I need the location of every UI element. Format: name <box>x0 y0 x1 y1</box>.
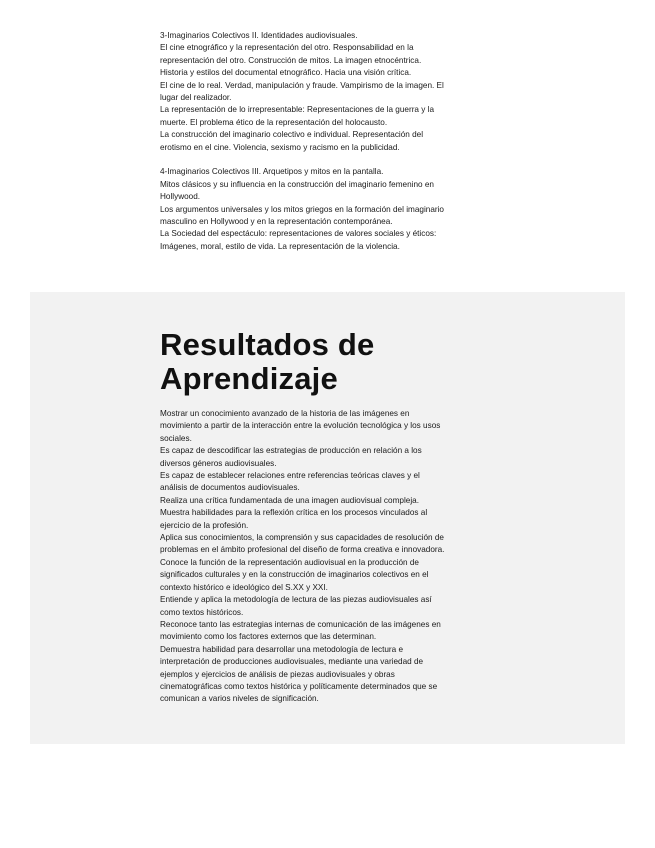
text-line: Es capaz de establecer relaciones entre referencias teóricas claves y el <box>160 471 420 481</box>
text-line: lugar del realizador. <box>160 93 232 103</box>
text-line: contexto histórico e ideológico del S.XX y XXI. <box>160 582 328 592</box>
text-line: Mostrar un conocimiento avanzado de la historia de las imágenes en <box>160 409 410 418</box>
text-line: problemas en el ámbito profesional del diseño de forma creativa e innovadora. <box>160 545 445 555</box>
text-line: sociales. <box>160 433 192 443</box>
text-line: Muestra habilidades para la reflexión crítica en los procesos vinculados al <box>160 508 428 518</box>
text-line: Aplica sus conocimientos, la comprensión y sus capacidades de resolución de <box>160 533 444 543</box>
text-line: El cine de lo real. Verdad, manipulación y fraude. Vampirismo de la imagen. El <box>160 80 444 90</box>
text-line: erotismo en el cine. Violencia, sexismo y racismo en la publicidad. <box>160 142 400 152</box>
results-body <box>160 408 505 706</box>
text-line: Los argumentos universales y los mitos griegos en la formación del imaginario <box>160 204 444 214</box>
text-line: Reconoce tanto las estrategias internas de comunicación de las imágenes en <box>160 619 441 629</box>
text-line: Mitos clásicos y su influencia en la construcción del imaginario femenino en <box>160 179 434 189</box>
text-line: Hollywood. <box>160 192 201 202</box>
text-line: como textos históricos. <box>160 607 244 617</box>
results-title <box>160 328 374 396</box>
text-line: diversos géneros audiovisuales. <box>160 458 277 468</box>
text-line: Demuestra habilidad para desarrollar una metodología de lectura e <box>160 644 404 654</box>
text-line: Es capaz de descodificar las estrategias de producción en relación a los <box>160 446 422 456</box>
text-line: muerte. El problema ético de la representación del holocausto. <box>160 117 388 127</box>
text-line: Imágenes, moral, estilo de vida. La representación de la violencia. <box>160 241 400 251</box>
unit-3-heading: 3-Imaginarios Colectivos II. Identidades audiovisuales. <box>160 31 358 40</box>
text-line: ejemplos y ejercicios de análisis de piezas audiovisuales y obras <box>160 669 395 679</box>
learning-results-panel <box>30 292 625 744</box>
text-line: ejercicio de la profesión. <box>160 520 249 530</box>
text-line: Realiza una crítica fundamentada de una imagen audiovisual compleja. <box>160 495 419 505</box>
text-line: cinematográficas como textos histórica y políticamente determinados que se <box>160 681 438 691</box>
text-line: movimiento a partir de la interacción entre la evolución tecnológica y los usos <box>160 421 441 431</box>
unit-4-heading: 4-Imaginarios Colectivos III. Arquetipos y mitos en la pantalla. <box>160 167 384 177</box>
text-line: Historia y estilos del documental etnográfico. Hacia una visión crítica. <box>160 68 412 78</box>
unit-4-block <box>160 166 500 253</box>
results-title-line-1: Resultados de <box>160 327 375 362</box>
text-line: La construcción del imaginario colectivo e individual. Representación del <box>160 130 424 140</box>
unit-3-block <box>160 30 500 154</box>
text-line: análisis de documentos audiovisuales. <box>160 483 300 493</box>
text-line: masculino en Hollywood y en la representación contemporánea. <box>160 217 393 227</box>
text-line: Entiende y aplica la metodología de lectura de las piezas audiovisuales así <box>160 595 432 605</box>
results-title-line-2: Aprendizaje <box>160 361 338 396</box>
text-line: comunican a varios niveles de significación. <box>160 694 319 704</box>
text-line: La representación de lo irrepresentable: Representaciones de la guerra y la <box>160 105 434 115</box>
text-line: movimiento como los factores externos que las determinan. <box>160 632 377 642</box>
text-line: interpretación de producciones audiovisuales, mediante una variedad de <box>160 657 424 667</box>
syllabus-section <box>160 30 500 253</box>
text-line: El cine etnográfico y la representación del otro. Responsabilidad en la <box>160 43 414 53</box>
text-line: La Sociedad del espectáculo: representaciones de valores sociales y éticos: <box>160 229 437 239</box>
text-line: representación del otro. Construcción de mitos. La imagen etnocéntrica. <box>160 55 422 65</box>
text-line: Conoce la función de la representación audiovisual en la producción de <box>160 557 419 567</box>
text-line: significados culturales y en la construcción de imaginarios colectivos en el <box>160 570 429 580</box>
